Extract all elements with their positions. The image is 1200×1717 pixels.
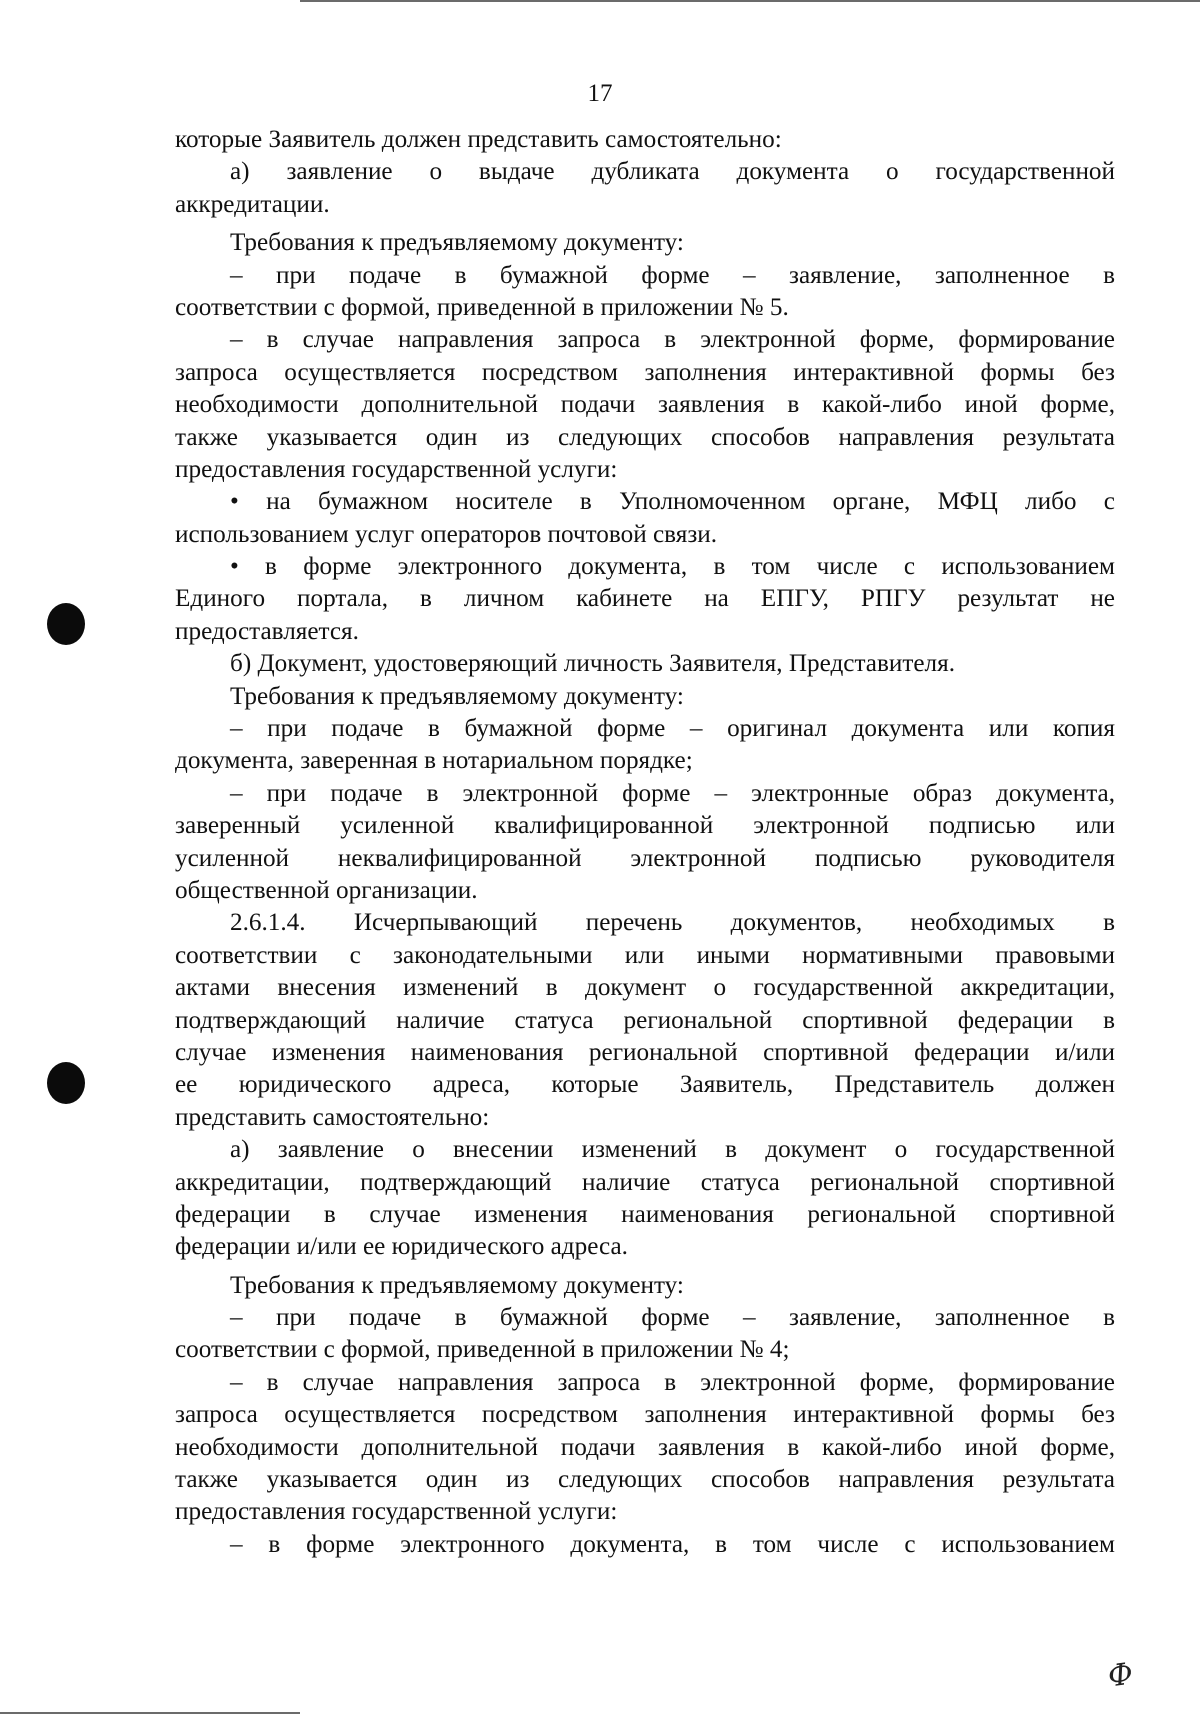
text-line: актами внесения изменений в документ о государственной аккредитации, [175, 974, 1115, 1002]
text-line: соответствии с формой, приведенной в приложении № 5. [175, 293, 789, 321]
scan-edge-bottom [0, 1712, 300, 1714]
text-line: предоставления государственной услуги: [175, 455, 618, 483]
text-line: аккредитации. [175, 190, 330, 218]
text-line: – в случае направления запроса в электронной форме, формирование [230, 1368, 1115, 1396]
text-line: запроса осуществляется посредством заполнения интерактивной формы без [175, 358, 1115, 386]
text-line: представить самостоятельно: [175, 1103, 490, 1131]
text-line: соответствии с формой, приведенной в приложении № 4; [175, 1336, 790, 1364]
text-line: а) заявление о выдаче дубликата документа о государственной [230, 158, 1115, 186]
text-line: • в форме электронного документа, в том числе с использованием [230, 553, 1115, 581]
text-line: предоставления государственной услуги: [175, 1498, 618, 1526]
text-line: б) Документ, удостоверяющий личность Заявителя, Представителя. [230, 650, 955, 678]
text-line: – при подаче в бумажной форме – заявление, заполненное в [230, 1304, 1115, 1332]
text-line: необходимости дополнительной подачи заявления в какой-либо иной форме, [175, 1433, 1115, 1461]
text-line: использованием услуг операторов почтовой связи. [175, 520, 718, 548]
text-line: также указывается один из следующих способов направления результата [175, 1466, 1115, 1494]
punch-hole [47, 1062, 85, 1104]
text-line: случае изменения наименования региональной спортивной федерации и/или [175, 1038, 1115, 1066]
text-line: соответствии с законодательными или иными нормативными правовыми [175, 941, 1115, 969]
text-line: Требования к предъявляемому документу: [230, 229, 684, 257]
text-line: а) заявление о внесении изменений в документ о государственной [230, 1136, 1115, 1164]
text-line: – в форме электронного документа, в том числе с использованием [230, 1530, 1115, 1558]
scan-edge-top [300, 0, 1200, 2]
text-line: – при подаче в электронной форме – электронные образ документа, [230, 779, 1115, 807]
text-line: федерации в случае изменения наименования региональной спортивной [175, 1200, 1115, 1228]
text-line: ее юридического адреса, которые Заявитель, Представитель должен [175, 1071, 1115, 1099]
text-line: – при подаче в бумажной форме – заявление, заполненное в [230, 261, 1115, 289]
text-line: документа, заверенная в нотариальном порядке; [175, 747, 693, 775]
text-line: 2.6.1.4. Исчерпывающий перечень документов, необходимых в [230, 909, 1115, 937]
text-line: – при подаче в бумажной форме – оригинал документа или копия [230, 715, 1115, 743]
text-line: общественной организации. [175, 876, 478, 904]
text-line: предоставляется. [175, 617, 359, 645]
text-line: федерации и/или ее юридического адреса. [175, 1233, 628, 1261]
text-line: аккредитации, подтверждающий наличие статуса региональной спортивной [175, 1168, 1115, 1196]
text-line: Требования к предъявляемому документу: [230, 1271, 684, 1299]
text-line: подтверждающий наличие статуса региональной спортивной федерации в [175, 1006, 1115, 1034]
text-line: также указывается один из следующих способов направления результата [175, 423, 1115, 451]
text-line: – в случае направления запроса в электронной форме, формирование [230, 326, 1115, 354]
text-line: Требования к предъявляемому документу: [230, 682, 684, 710]
text-line: усиленной неквалифицированной электронной подписью руководителя [175, 844, 1115, 872]
text-line: • на бумажном носителе в Уполномоченном органе, МФЦ либо с [230, 488, 1115, 516]
punch-hole [47, 603, 85, 645]
handwritten-signature: Ф [1105, 1656, 1136, 1695]
text-line: необходимости дополнительной подачи заявления в какой-либо иной форме, [175, 391, 1115, 419]
document-body [175, 124, 1115, 1561]
text-line: которые Заявитель должен представить самостоятельно: [175, 126, 782, 153]
text-line: запроса осуществляется посредством заполнения интерактивной формы без [175, 1401, 1115, 1429]
text-line: заверенный усиленной квалифицированной электронной подписью или [175, 812, 1115, 840]
text-line: Единого портала, в личном кабинете на ЕПГУ, РПГУ результат не [175, 585, 1115, 613]
page-number: 17 [587, 80, 613, 107]
